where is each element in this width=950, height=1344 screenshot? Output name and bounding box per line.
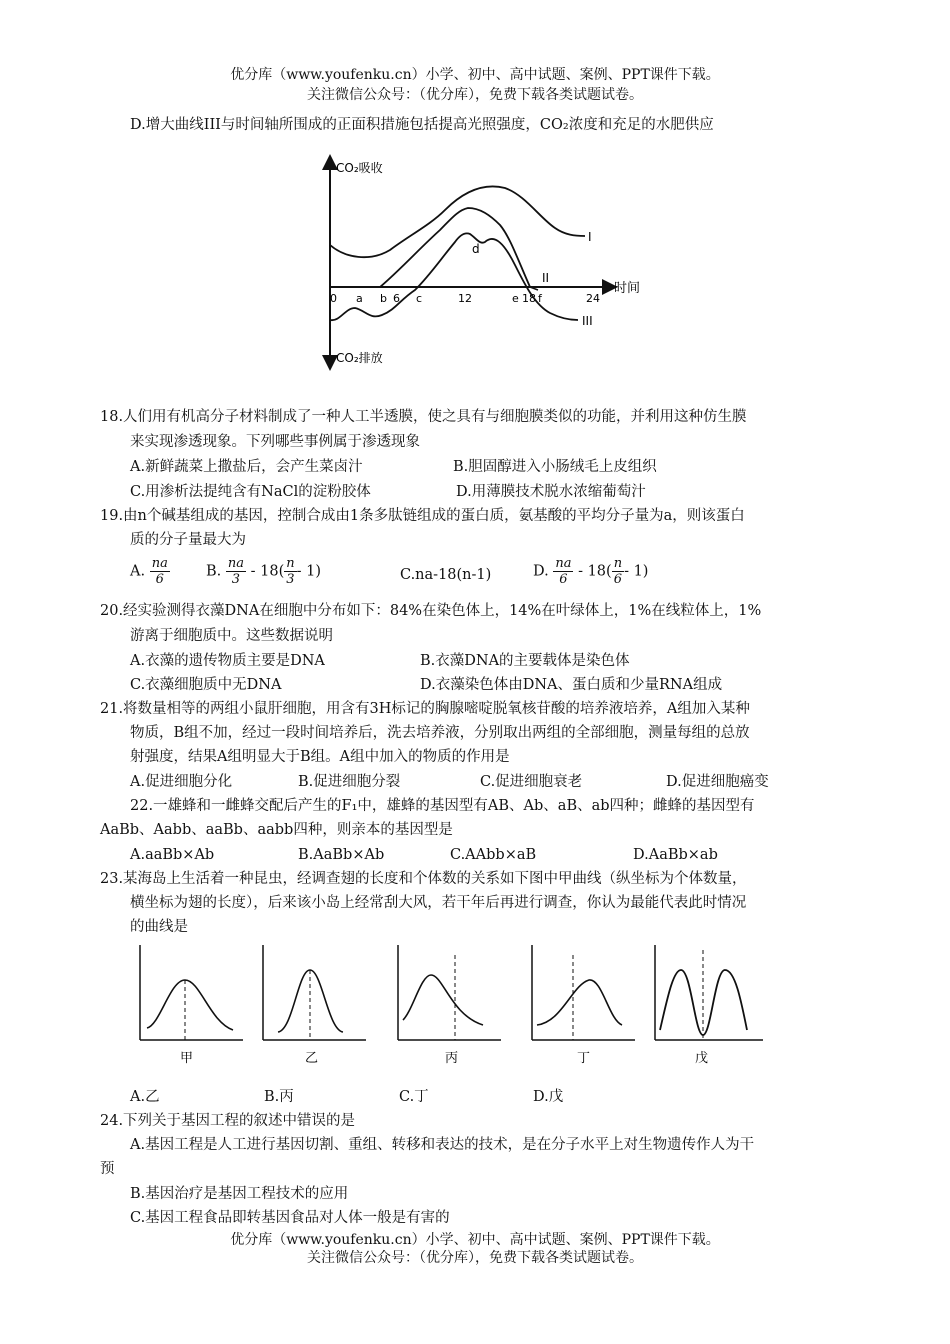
tick-12: 12 bbox=[458, 292, 472, 305]
q18-option-c: C.用渗析法提纯含有NaCl的淀粉胶体 bbox=[130, 484, 371, 500]
q19-stem-2: 质的分子量最大为 bbox=[130, 532, 246, 548]
graph-ding-label: 丁 bbox=[577, 1051, 591, 1066]
q21-option-c: C.促进细胞衰老 bbox=[480, 774, 583, 790]
q23-stem-3: 的曲线是 bbox=[130, 919, 188, 935]
q20-option-a: A.衣藻的遗传物质主要是DNA bbox=[130, 653, 325, 669]
q17-option-d: D.增大曲线III与时间轴所围成的正面积措施包括提高光照强度，CO₂浓度和充足的水肥供应 bbox=[130, 117, 714, 133]
tick-6: 6 bbox=[393, 292, 400, 305]
curve-ii-label: II bbox=[542, 271, 550, 285]
x-axis-label: 时间 bbox=[614, 281, 641, 296]
point-d: d bbox=[472, 242, 480, 256]
y-up-label: CO₂吸收 bbox=[336, 161, 383, 175]
header-line-2: 关注微信公众号：（优分库），免费下载各类试题试卷。 bbox=[307, 87, 643, 103]
q18-option-d: D.用薄膜技术脱水浓缩葡萄汁 bbox=[456, 484, 646, 500]
q20-stem-1: 20.经实验测得衣藻DNA在细胞中分布如下：84%在染色体上，14%在叶绿体上，1%在线粒体上，1% bbox=[100, 603, 762, 619]
footer-line-1: 优分库（www.youfenku.cn）小学、初中、高中试题、案例、PPT课件下载。 bbox=[230, 1232, 720, 1248]
curve-ii bbox=[380, 208, 530, 287]
tick-18: 18 bbox=[522, 292, 536, 305]
q22-option-d: D.AaBb×ab bbox=[633, 847, 718, 863]
q18-option-b: B.胆固醇进入小肠绒毛上皮组织 bbox=[453, 459, 657, 475]
q21-option-a: A.促进细胞分化 bbox=[130, 774, 233, 790]
q19-option-b: B. $\frac{na}{3}$ - 18( $\frac{n}{3}$ - 1) bbox=[206, 556, 322, 587]
q22-option-c: C.AAbb×aB bbox=[450, 847, 537, 863]
q22-option-b: B.AaBb×Ab bbox=[298, 847, 385, 863]
q20-option-c: C.衣藻细胞质中无DNA bbox=[130, 677, 282, 693]
q24-stem: 24.下列关于基因工程的叙述中错误的是 bbox=[100, 1113, 356, 1129]
tick-0: 0 bbox=[330, 292, 337, 305]
q22-stem-1: 22.一雄蜂和一雌蜂交配后产生的F₁中，雄蜂的基因型有AB、Ab、aB、ab四种；雌蜂的基因型有 bbox=[130, 798, 755, 814]
q19-option-c: C.na-18(n-1) bbox=[400, 567, 492, 583]
curve-i bbox=[330, 186, 585, 257]
tick-a: a bbox=[356, 292, 363, 305]
graph-jia bbox=[140, 945, 243, 1066]
tick-e: e bbox=[512, 292, 519, 305]
graph-yi bbox=[263, 945, 366, 1066]
tick-c: c bbox=[416, 292, 423, 305]
footer-line-2: 关注微信公众号：（优分库），免费下载各类试题试卷。 bbox=[307, 1250, 643, 1266]
q23-option-b: B.丙 bbox=[264, 1089, 294, 1105]
graph-ding bbox=[532, 945, 635, 1066]
graph-jia-label: 甲 bbox=[180, 1051, 194, 1066]
q18-stem-1: 18.人们用有机高分子材料制成了一种人工半透膜，使之具有与细胞膜类似的功能，并利用这种仿生膜 bbox=[100, 409, 747, 425]
q20-option-b: B.衣藻DNA的主要载体是染色体 bbox=[420, 653, 630, 669]
q23-option-d: D.戊 bbox=[533, 1089, 564, 1105]
curve-iii-label: III bbox=[582, 314, 593, 328]
q24-option-c: C.基因工程食品即转基因食品对人体一般是有害的 bbox=[130, 1210, 450, 1226]
q21-stem-2: 物质，B组不加，经过一段时间培养后，洗去培养液，分别取出两组的全部细胞，测量每组的总放 bbox=[130, 725, 750, 741]
q23-stem-1: 23.某海岛上生活着一种昆虫，经调查翅的长度和个体数的关系如下图中甲曲线（纵坐标为个体数量， bbox=[100, 871, 747, 887]
graph-yi-label: 乙 bbox=[305, 1051, 319, 1066]
q20-option-d: D.衣藻染色体由DNA、蛋白质和少量RNA组成 bbox=[420, 677, 723, 693]
y-down-label: CO₂排放 bbox=[336, 351, 383, 365]
q21-option-b: B.促进细胞分裂 bbox=[298, 774, 401, 790]
tick-24: 24 bbox=[586, 292, 600, 305]
graph-bing bbox=[398, 945, 501, 1066]
q18-option-a: A.新鲜蔬菜上撒盐后，会产生菜卤汁 bbox=[130, 459, 363, 475]
co2-exchange-graph bbox=[300, 150, 680, 375]
q24-option-a-line-2: 预 bbox=[100, 1161, 115, 1177]
tick-f: f bbox=[538, 292, 542, 305]
graph-wu-label: 戊 bbox=[695, 1051, 709, 1066]
q18-stem-2: 来实现渗透现象。下列哪些事例属于渗透现象 bbox=[130, 434, 420, 450]
q21-stem-3: 射强度，结果A组明显大于B组。A组中加入的物质的作用是 bbox=[130, 749, 510, 765]
q21-option-d: D.促进细胞癌变 bbox=[666, 774, 769, 790]
q24-option-a-line-1: A.基因工程是人工进行基因切割、重组、转移和表达的技术，是在分子水平上对生物遗传作人为干 bbox=[130, 1137, 755, 1153]
q20-stem-2: 游离于细胞质中。这些数据说明 bbox=[130, 628, 333, 644]
q23-option-c: C.丁 bbox=[399, 1089, 429, 1105]
q22-option-a: A.aaBb×Ab bbox=[130, 847, 215, 863]
curve-i-label: I bbox=[588, 230, 592, 244]
q19-option-a: A. $\frac{na}{6}$ bbox=[130, 556, 168, 587]
curve-iii bbox=[330, 233, 578, 320]
q19-option-d: D. $\frac{na}{6}$ - 18( $\frac{n}{6}$ - 1) bbox=[533, 556, 649, 587]
q23-stem-2: 横坐标为翅的长度），后来该小岛上经常刮大风，若干年后再进行调查，你认为最能代表此时情况 bbox=[130, 895, 747, 911]
q21-stem-1: 21.将数量相等的两组小鼠肝细胞，用含有3H标记的胸腺嘧啶脱氧核苷酸的培养液培养，A组加入某种 bbox=[100, 701, 750, 717]
q19-stem-1: 19.由n个碱基组成的基因，控制合成由1条多肽链组成的蛋白质，氨基酸的平均分子量为a，则该蛋白 bbox=[100, 508, 745, 524]
q22-stem-2: AaBb、Aabb、aaBb、aabb四种，则亲本的基因型是 bbox=[100, 822, 453, 838]
graph-bing-label: 丙 bbox=[445, 1051, 459, 1066]
q24-option-b: B.基因治疗是基因工程技术的应用 bbox=[130, 1186, 349, 1202]
q23-option-a: A.乙 bbox=[130, 1089, 160, 1105]
header-line-1: 优分库（www.youfenku.cn）小学、初中、高中试题、案例、PPT课件下载。 bbox=[230, 67, 720, 83]
tick-b: b bbox=[380, 292, 387, 305]
q23-curves-figure bbox=[125, 940, 765, 1075]
graph-wu bbox=[655, 945, 763, 1066]
